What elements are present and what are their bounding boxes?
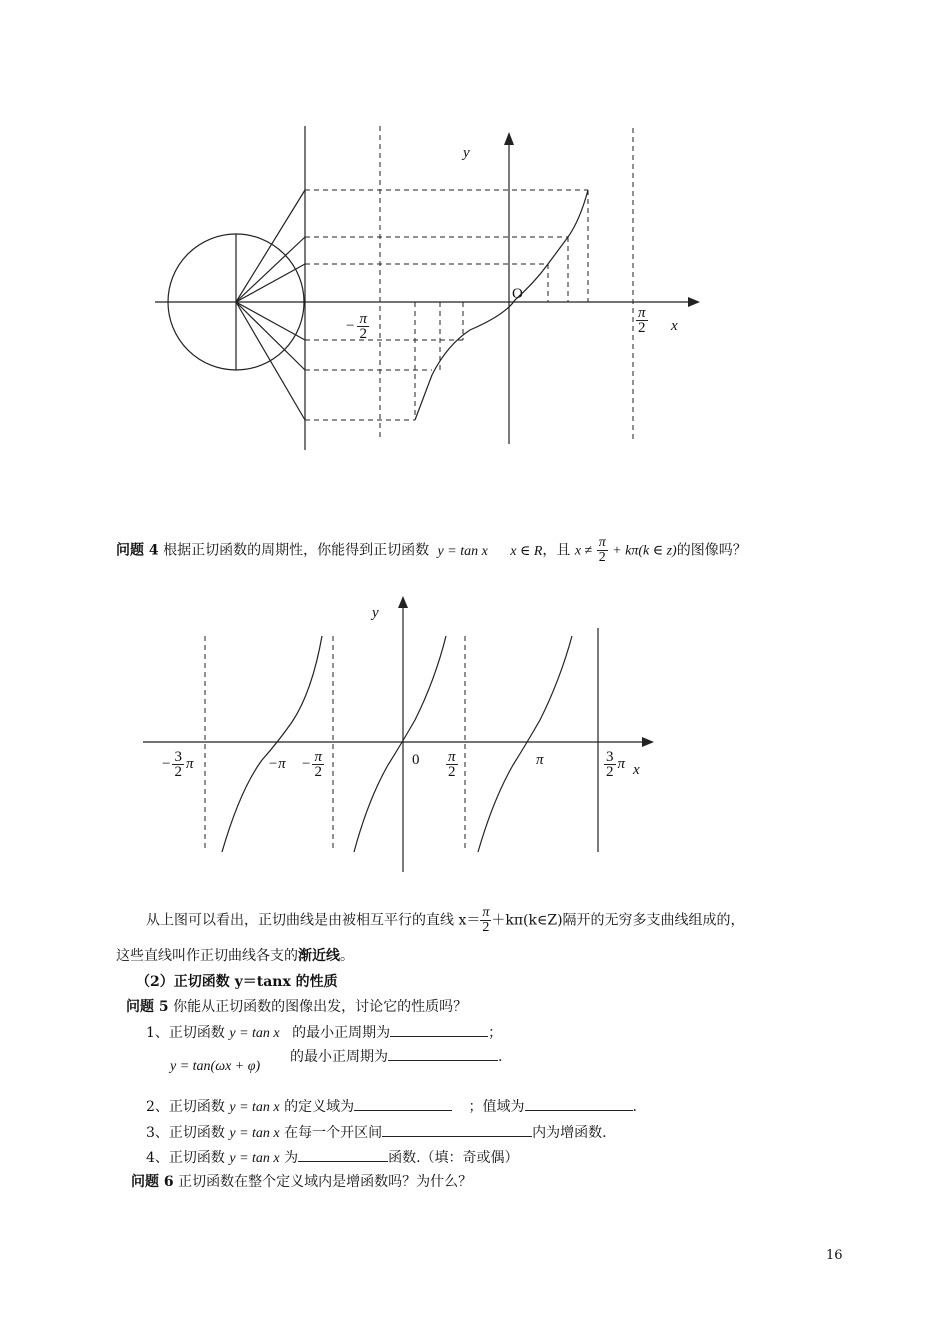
q4-cond-prefix: x ≠ (574, 543, 593, 559)
fig2-origin-label: 0 (412, 752, 420, 768)
y-axis-arrow (504, 132, 514, 145)
asymptote-term: 渐近线 (298, 948, 340, 964)
tangent-construction-diagram (0, 0, 950, 480)
fig2-three-half-pi-label: $\frac{3}{2}$ π (606, 749, 626, 780)
blank-parity[interactable] (298, 1147, 388, 1162)
blank-range[interactable] (525, 1096, 633, 1111)
fig2-neg-pi-label: −π (268, 756, 286, 772)
x-axis-arrow (688, 297, 700, 307)
x-axis-arrow (642, 737, 654, 747)
q4-text2: ，且 (542, 542, 571, 559)
tan-branch-center (354, 636, 446, 852)
question-6: 问题 6 正切函数在整个定义域内是增函数吗？为什么？ (131, 1174, 473, 1190)
blank-period-general[interactable] (388, 1046, 498, 1061)
fig2-half-pi-label: $\frac{\pi}{2}$ (448, 749, 456, 780)
blank-interval[interactable] (382, 1122, 532, 1137)
fig1-half-pi-label: $\frac{\pi}{2}$ (638, 305, 646, 336)
q4-label: 问题 4 (116, 542, 159, 559)
fig2-y-label: y (372, 605, 379, 621)
fig1-y-label: y (463, 145, 470, 161)
fig2-pi-label: π (536, 752, 544, 768)
q4-func: y = tan x (437, 543, 488, 559)
fig1-x-label: x (671, 318, 678, 334)
page-number: 16 (826, 1248, 843, 1263)
q4-domain: x ∈ R (510, 543, 543, 559)
q5-item-3: 3、正切函数 y = tan x 在每一个开区间 内为增函数. (146, 1122, 607, 1144)
q5-item-1b-text: 的最小正周期为 . (290, 1046, 502, 1067)
question-5: 问题 5 你能从正切函数的图像出发，讨论它的性质吗？ (126, 999, 468, 1015)
tangent-graph (0, 580, 950, 880)
q5-item-1: 1、正切函数 y = tan x 的最小正周期为 ； (146, 1022, 502, 1044)
tan-branch-right (478, 636, 572, 852)
q4-cond-suffix: + kπ(k ∈ z) (612, 543, 677, 559)
fig2-x-label: x (633, 762, 640, 778)
q5-item-4: 4、正切函数 y = tan x 为 函数.（填：奇或偶） (146, 1147, 519, 1169)
section-2-title: （2）正切函数 y＝tanx 的性质 (136, 974, 338, 990)
q4-text1: 根据正切函数的周期性，你能得到正切函数 (163, 542, 430, 559)
fig2-neg-three-half-pi-label: − $\frac{3}{2}$ π (162, 749, 194, 780)
asymptote-paragraph-line1: 从上图可以看出，正切曲线是由被相互平行的直线 x＝ $\frac{\pi}{2}$ ＋kπ(k∈Z)隔开的无穷多支曲线组成的， (146, 905, 745, 935)
asymptote-paragraph-line2: 这些直线叫作正切曲线各支的渐近线。 (116, 948, 354, 964)
blank-domain[interactable] (354, 1096, 452, 1111)
q4-text3: 的图像吗？ (676, 542, 747, 559)
question-4: 问题 4 根据正切函数的周期性，你能得到正切函数 y = tan x x ∈ R，且 x ≠ $\frac{\pi}{2}$ + kπ(k ∈ z)的图像吗？ (116, 535, 747, 565)
fig1-neg-half-pi-label: − $\frac{\pi}{2}$ (346, 311, 367, 342)
q5-item-1b: y = tan(ωx + φ) (170, 1059, 261, 1074)
blank-period[interactable] (390, 1022, 488, 1037)
fig1-origin-label: O (512, 286, 523, 302)
q5-item-2: 2、正切函数 y = tan x 的定义域为 ；值域为 . (146, 1096, 637, 1118)
tan-curve (415, 190, 588, 420)
y-axis-arrow (398, 596, 408, 608)
tan-branch-left (222, 636, 322, 852)
fig2-neg-half-pi-label: − $\frac{\pi}{2}$ (302, 749, 322, 780)
